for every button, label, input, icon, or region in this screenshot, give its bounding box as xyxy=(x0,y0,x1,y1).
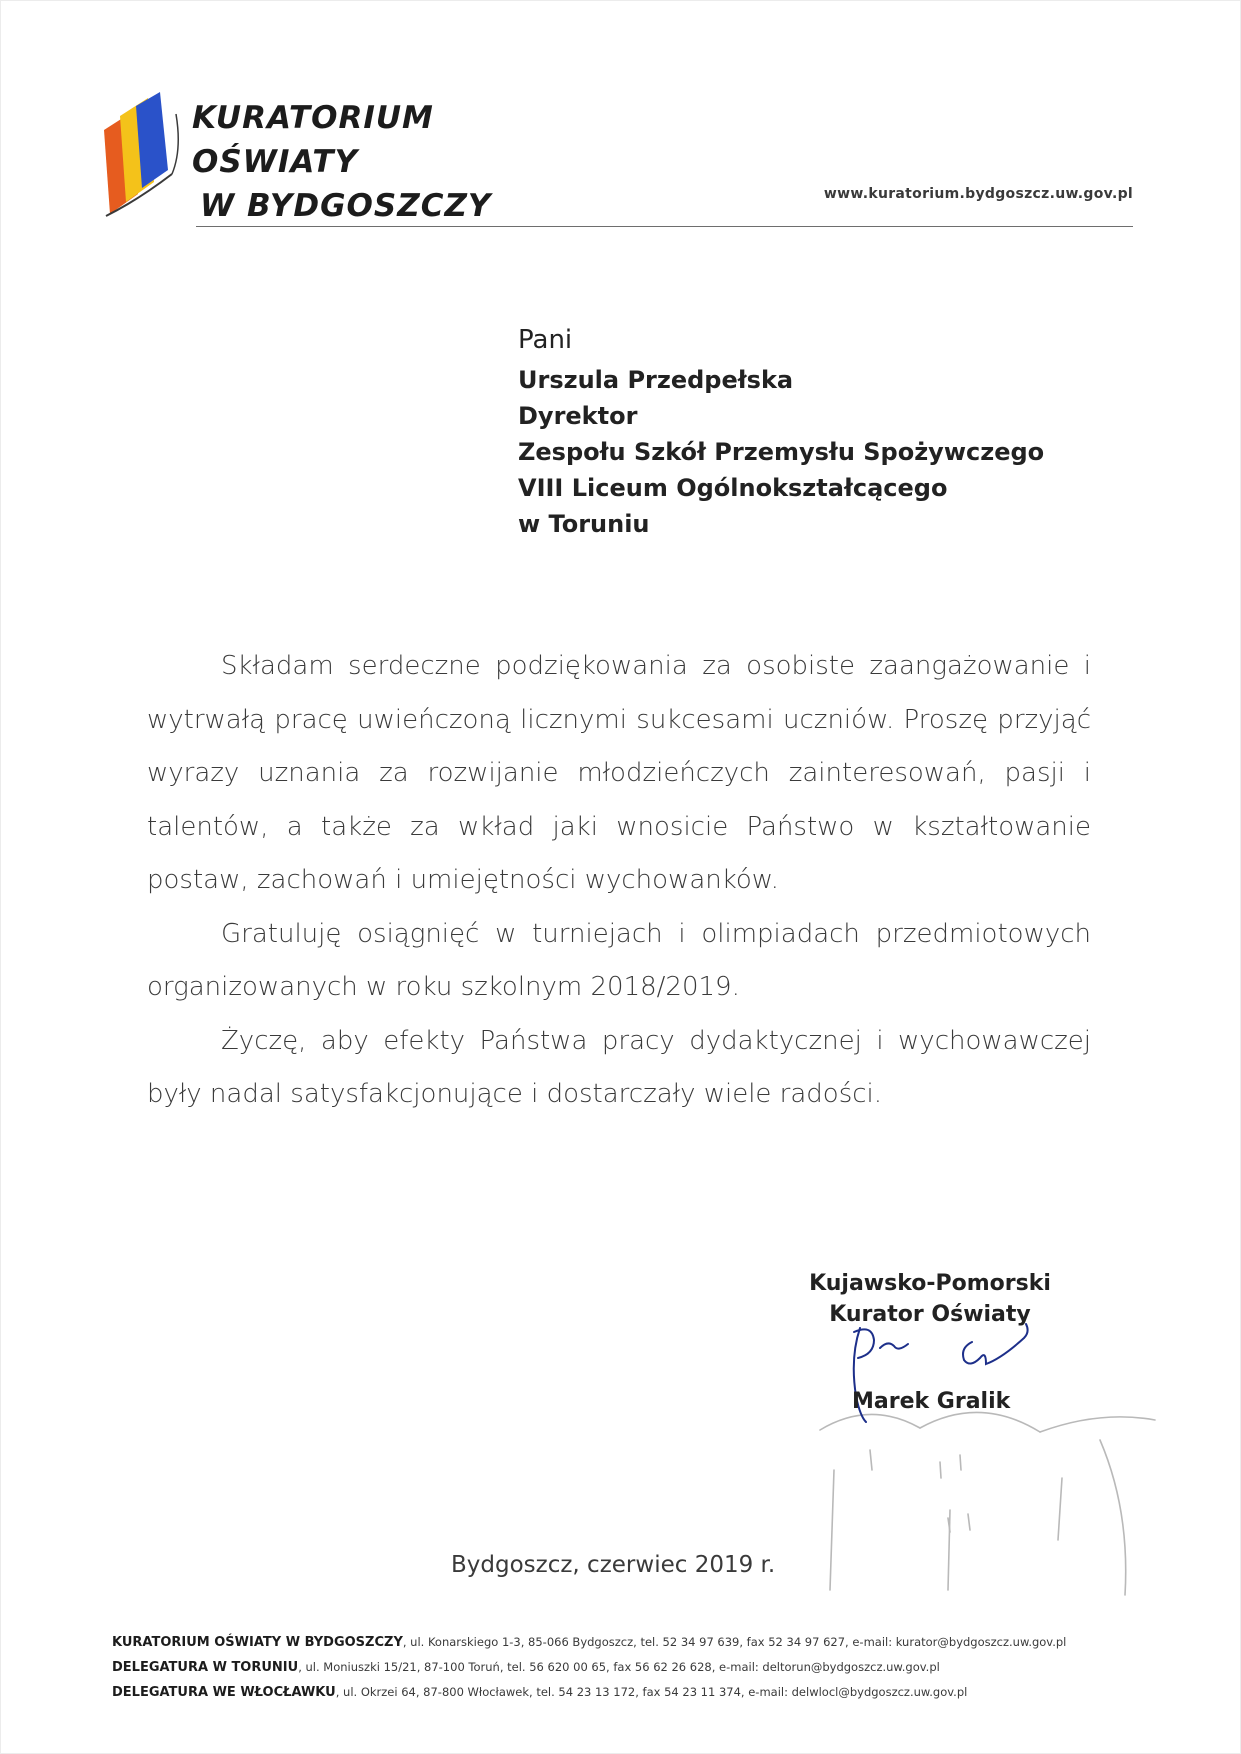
footer-details: , ul. Moniuszki 15/21, 87-100 Toruń, tel. 56 620 00 65, fax 56 62 26 628, e-mail: deltorun@bydgoszcz.uw.gov.pl xyxy=(298,1660,940,1674)
book-logo-icon xyxy=(98,90,190,222)
footer-details: , ul. Konarskiego 1-3, 85-066 Bydgoszcz, tel. 52 34 97 639, fax 52 34 97 627, e-mail: kurator@bydgoszcz.uw.gov.pl xyxy=(402,1635,1067,1649)
place-date: Bydgoszcz, czerwiec 2019 r. xyxy=(451,1552,776,1578)
addressee-city: w Toruniu xyxy=(518,510,650,538)
signature-title-1: Kujawsko-Pomorski xyxy=(809,1271,1051,1296)
footer-line xyxy=(112,1655,1142,1680)
footer-org: DELEGATURA WE WŁOCŁAWKU xyxy=(112,1685,336,1700)
body-paragraph: Gratuluję osiągnięć w turniejach i olimpiadach przedmiotowych organizowanych w roku szkolnym 2018/2019. xyxy=(147,918,1091,1002)
addressee-school-1: Zespołu Szkół Przemysłu Spożywczego xyxy=(518,438,1045,466)
footer-contacts xyxy=(112,1630,1142,1705)
signature-title-2: Kurator Oświaty xyxy=(829,1302,1031,1327)
addressee-name: Urszula Przedpełska xyxy=(518,366,794,394)
body-paragraph: Składam serdeczne podziękowania za osobiste zaangażowanie i wytrwałą pracę uwieńczoną licznymi sukcesami uczniów. Proszę przyjąć wyrazy uznania za rozwijanie młodzieńczych zainteresowań, pasji i talentów, a także za wkład jaki wnosicie Państwo w kształtowanie postaw, zachowań i umiejętności wychowanków. xyxy=(147,651,1091,895)
website-link[interactable]: www.kuratorium.bydgoszcz.uw.gov.pl xyxy=(823,186,1133,202)
addressee-title: Dyrektor xyxy=(518,402,638,430)
salutation: Pani xyxy=(518,325,573,355)
logo-wordmark xyxy=(192,96,522,228)
body-paragraph: Życzę, aby efekty Państwa pracy dydaktycznej i wychowawczej były nadal satysfakcjonujące i dostarczały wiele radości. xyxy=(147,1025,1091,1109)
signer-name: Marek Gralik xyxy=(852,1389,1011,1414)
logo-line-2: W BYDGOSZCZY xyxy=(200,188,492,224)
addressee-block xyxy=(518,320,1118,542)
footer-line xyxy=(112,1680,1142,1705)
footer-org: DELEGATURA W TORUNIU xyxy=(112,1660,299,1675)
logo-line-1: KURATORIUM OŚWIATY xyxy=(192,100,434,180)
footer-details: , ul. Okrzei 64, 87-800 Włocławek, tel. 54 23 13 172, fax 54 23 11 374, e-mail: delwlocl@bydgoszcz.uw.gov.pl xyxy=(335,1685,968,1699)
letter-body xyxy=(147,640,1091,1122)
header-divider xyxy=(196,226,1133,227)
addressee-school-2: VIII Liceum Ogólnokształcącego xyxy=(518,474,948,502)
footer-org: KURATORIUM OŚWIATY W BYDGOSZCZY xyxy=(112,1635,403,1650)
footer-line xyxy=(112,1630,1142,1655)
